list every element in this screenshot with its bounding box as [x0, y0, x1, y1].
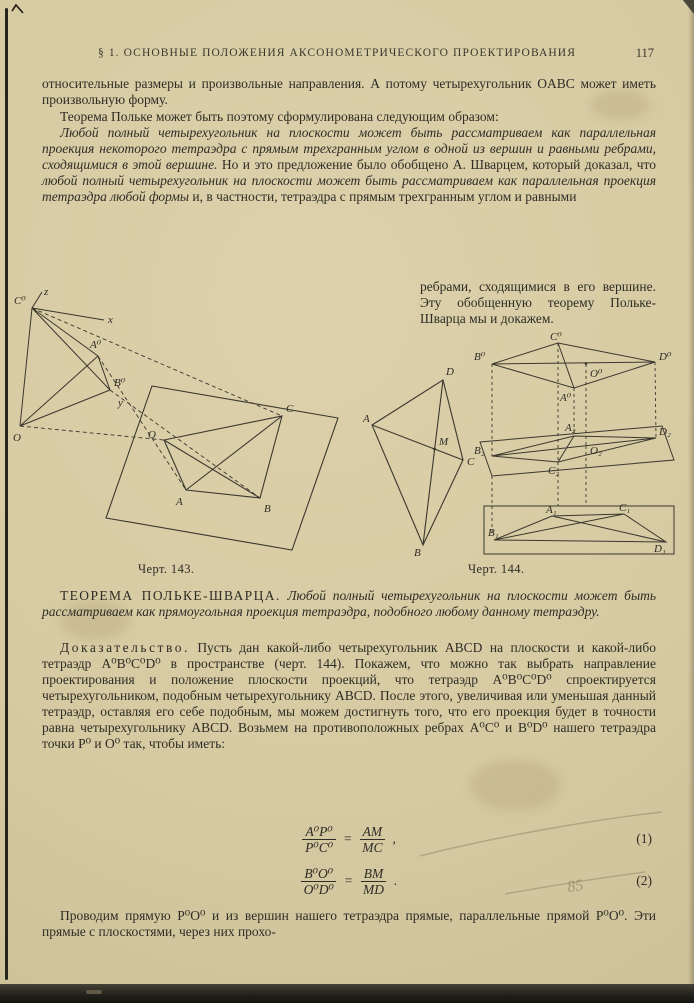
label-d2: D₂: [659, 426, 671, 438]
fraction: [360, 866, 387, 897]
label-a2: A₂: [565, 422, 576, 434]
figure-143-labels: [13, 286, 294, 515]
pencil-strokes: [420, 812, 662, 894]
figure-144: [362, 330, 682, 560]
label-a1: A₁: [546, 504, 557, 516]
fraction-denominator: MC: [362, 839, 383, 855]
polke-statement-italic: Любой полный четырехугольник на плоскости может быть рассматриваем как параллельная проекция некоторого тетраэдра с прямым трехгранным углом в одной из вершин и равными ребрами, сходящимися в этой вершине.: [42, 125, 656, 172]
pencil-note: 85: [566, 876, 585, 896]
label-o0: O⁰: [590, 368, 603, 380]
proof-lead: Доказательство.: [60, 640, 190, 655]
theorem-title: ТЕОРЕМА ПОЛЬКЕ-ШВАРЦА.: [60, 588, 281, 603]
label-b2: B₂: [474, 445, 485, 457]
label-c0: C⁰: [550, 331, 562, 343]
fraction-numerator: B⁰O⁰: [301, 866, 336, 882]
page-edge-notch: [86, 990, 102, 994]
fraction: [359, 824, 385, 855]
paragraph-continuation: относительные размеры и произвольные направления. А потому четырехугольник OABC может иметь произвольную форму.: [42, 76, 656, 107]
schwarz-statement-italic: любой полный четырехугольник на плоскости может быть рассматриваем как параллельная проекция тетраэдра любой формы: [42, 173, 656, 204]
fraction-denominator: MD: [363, 881, 385, 897]
section-title: § 1. ОСНОВНЫЕ ПОЛОЖЕНИЯ АКСОНОМЕТРИЧЕСКОГО ПРОЕКТИРОВАНИЯ: [98, 47, 576, 59]
theorem-polke-schwarz: [42, 588, 656, 620]
paragraph-polke-theorem: [42, 125, 656, 205]
theorem-statement: Любой полный четырехугольник на плоскости может быть рассматриваем как прямоугольная проекция тетраэдра, подобного любому данному тетраэдру.: [42, 588, 657, 619]
fraction-denominator: P⁰C⁰: [305, 839, 334, 855]
label-z: z: [44, 286, 49, 298]
proof-paragraph: [42, 640, 656, 752]
label-c1: C₁: [619, 502, 631, 514]
label-o-origin: O: [13, 432, 21, 444]
label-a0: A⁰: [90, 339, 102, 351]
page-edge-shadow-left: [5, 8, 8, 980]
label-b0: B⁰: [474, 351, 486, 363]
label-a: A: [176, 496, 183, 508]
paragraph-wrap-column: ребрами, сходящимися в его вершине. Эту обобщенную теорему Польке-Шварца мы и докажем.: [420, 279, 656, 326]
closing-paragraph: Проводим прямую P⁰O⁰ и из вершин нашего тетраэдра прямые, параллельные прямой P⁰O⁰. Эти прямые с плоскостями, через них прохо-: [42, 908, 656, 939]
equation-number: (1): [636, 831, 652, 846]
figure-144-inset: [484, 506, 674, 554]
fraction-numerator: BM: [361, 866, 387, 882]
figure-144-middle-plane: [480, 426, 674, 476]
equals-sign: =: [343, 831, 353, 846]
label-d0: D⁰: [659, 351, 672, 363]
figure-144-quadrilateral: [372, 380, 463, 545]
ink-mark-icon: [10, 3, 26, 15]
equation-tail: .: [394, 873, 398, 888]
figure-144-caption: Черт. 144.: [468, 562, 525, 576]
fraction: [302, 824, 336, 855]
label-b0: B⁰: [114, 377, 126, 389]
label-o2: O₂: [590, 445, 602, 457]
text-run: Но и это предложение было обобщено А. Шварцем, который доказал, что: [221, 157, 657, 172]
label-b: B: [414, 547, 421, 559]
fraction-denominator: O⁰D⁰: [303, 881, 334, 897]
page-number: 117: [635, 46, 654, 60]
equation-tail: ,: [392, 831, 396, 846]
figure-144-tetrahedron: [492, 343, 655, 388]
label-b1: B₁: [488, 527, 499, 539]
fraction: [301, 866, 337, 897]
label-d1: D₁: [654, 543, 666, 555]
equals-sign: =: [343, 873, 354, 888]
label-o: O: [148, 429, 156, 441]
label-a0: A⁰: [560, 392, 572, 404]
fraction-numerator: A⁰P⁰: [302, 824, 335, 840]
page-header: [42, 47, 656, 59]
equation-1-expression: [302, 824, 396, 855]
figure-143: [12, 286, 412, 562]
figure-143-trihedron: [20, 292, 110, 426]
pencil-marks: [410, 798, 670, 910]
figure-143-projection-plane: [106, 386, 338, 550]
label-d: D: [446, 366, 454, 378]
label-c0: C⁰: [14, 295, 26, 307]
label-b: B: [264, 503, 271, 515]
text-run: и, в частности, тетраэдра с прямым трехгранным углом и равными: [192, 189, 577, 204]
label-y: у: [118, 397, 123, 409]
equation-2-expression: [301, 866, 398, 897]
label-c: C: [467, 456, 475, 468]
fraction-numerator: AM: [360, 824, 386, 840]
point-m: [433, 448, 436, 451]
page-edge-shadow-bottom: [0, 984, 694, 1003]
equation-number: (2): [636, 873, 652, 888]
label-m: M: [439, 436, 449, 448]
label-c: C: [286, 403, 294, 415]
label-c2: C₂: [548, 465, 560, 477]
paragraph-intro: Теорема Польке может быть поэтому сформулирована следующим образом:: [60, 109, 499, 124]
proof-body: Пусть дан какой-либо четырехугольник ABCD на плоскости и какой-либо тетраэдр A⁰B⁰C⁰D⁰ в пространстве (черт. 144). Покажем, что можно так выбрать направление проектирования и положение плоскости проекций, что тетраэдр A⁰B⁰C⁰D⁰ спроектируется четырехугольником, подобным четырехугольнику ABCD. После этого, увеличивая или уменьшая данный тетраэдр, оставляя его себе подобным, мы можем достигнуть того, что его проекция будет в точности равна четырехугольнику ABCD. Возьмем на противоположных ребрах A⁰C⁰ и B⁰D⁰ нашего тетраэдра точки P⁰ и O⁰ так, чтобы иметь:: [42, 640, 656, 751]
figure-144-projection-rays: [492, 343, 656, 536]
figure-143-caption: Черт. 143.: [138, 562, 195, 576]
page-edge-shadow-right: [688, 0, 694, 1003]
label-a: A: [363, 413, 370, 425]
label-x: x: [108, 314, 113, 326]
